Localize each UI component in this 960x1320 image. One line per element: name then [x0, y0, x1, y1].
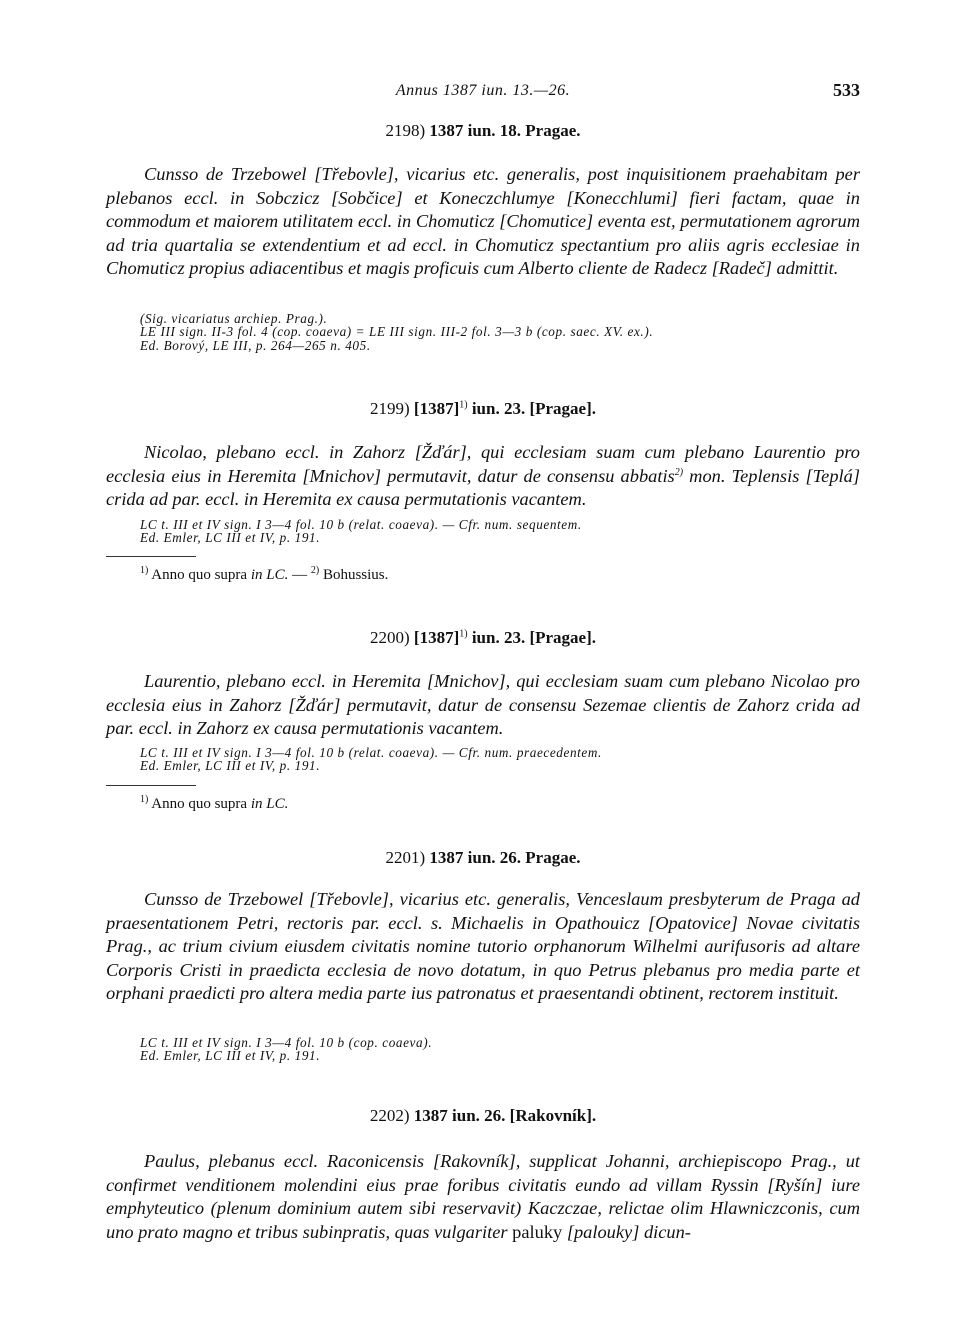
body-text: , plebano eccl. in Zahorz [Žďár], qui ecclesiam suam cum plebano Laurentio pro ecclesia eius in Heremita [Mnichov] permutavit, datur de consensu abbatis: [106, 442, 860, 486]
footnote-ref: 2): [674, 466, 684, 478]
source-notes-2201: [140, 1036, 860, 1063]
footnote-2200: [140, 796, 288, 813]
body-text: , plebanus eccl. Raconicensis [Rakovník], supplicat Johanni, archiepiscopo Prag., ut confirmet venditionem molendini eius prae foribus civitatis eundo ad villam Ryssin [Ryšín] iure emphyteutico (plenum dominium autem sibi reservavit) Kaczczae, relictae olim Hlawniczconis, cum uno prato magno et tribus subinpratis, quas vulgariter: [106, 1151, 860, 1242]
source-note: Ed. Emler, LC III et IV, p. 191.: [140, 758, 321, 774]
entry-date-place: iun. 23. [Pragae].: [467, 628, 597, 647]
footnote-marker: 1): [140, 794, 149, 805]
entry-heading-2200: [106, 628, 860, 648]
body-text-tail: mon. Teplensis [Teplá] crida ad par. eccl. in Heremita ex causa permutationis vacantem.: [106, 465, 860, 510]
source-notes-2200: [140, 746, 860, 773]
entry-date-place: 1387 iun. 26. [Rakovník].: [413, 1106, 597, 1125]
source-note: Ed. Emler, LC III et IV, p. 191.: [140, 530, 321, 546]
footnote-dash: —: [288, 567, 311, 583]
entry-number: 2198): [385, 121, 426, 140]
entry-body-2202: [106, 1150, 860, 1244]
body-text-tail: [palouky] dicun-: [562, 1221, 691, 1242]
entry-body-2199: [106, 441, 860, 512]
running-title: Annus 1387 iun. 13.—26.: [395, 82, 571, 99]
body-text: , plebano eccl. in Heremita [Mnichov], qui ecclesiam suam cum plebano Nicolao pro ecclesia eius in Zahorz [Žďár] permutavit, datur de consensu Sezemae clientis de Zahorz crida ad par. eccl. in Zahorz ex causa permutationis vacantem.: [106, 671, 860, 739]
source-notes-2198: [140, 312, 860, 352]
footnote-italic: in LC.: [250, 567, 289, 583]
body-roman-word: paluky: [512, 1221, 563, 1242]
footnote-marker: 1): [140, 565, 149, 576]
entry-body-2198: [106, 163, 860, 281]
entry-date-place: iun. 23. [Pragae].: [467, 399, 597, 418]
entry-heading-2199: [106, 399, 860, 419]
entry-body-2201: [106, 888, 860, 1006]
entry-year: [1387]: [413, 628, 460, 647]
running-head: [106, 80, 860, 104]
body-lead: Nicolao: [144, 442, 203, 462]
body-lead: Cunsso: [144, 889, 199, 909]
entry-number: 2201): [385, 848, 426, 867]
source-note: (Sig. vicariatus archiep. Prag.).: [140, 311, 328, 326]
entry-year: [1387]: [413, 399, 460, 418]
footnote-marker: 2): [310, 565, 320, 576]
source-notes-2199: [140, 518, 860, 545]
source-note: Ed. Emler, LC III et IV, p. 191.: [140, 1048, 321, 1064]
footnote-ref: 1): [459, 399, 468, 411]
body-text: de Trzebowel [Třebovle], vicarius etc. generalis, Venceslaum presbyterum de Praga ad praesentationem Petri, rectoris par. eccl. s. Michaelis in Opathouicz [Opatovice] Novae civitatis Prag., ac trium civium eiusdem civitatis nomine tutorio orphanorum Wilhelmi aurifusoris ad altare Corporis Cristi in praedicta ecclesia de novo dotatum, in quo Petrus plebanus pro media parte et orphani praedicti pro altera media parte ius patronatus et praesentandi obtinent, rectorem instituit.: [106, 889, 860, 1004]
source-note: LC t. III et IV sign. I 3—4 fol. 10 b (cop. coaeva).: [140, 1035, 433, 1050]
footnote-rule: [106, 556, 196, 557]
footnote-2199: [140, 567, 388, 584]
source-note: LC t. III et IV sign. I 3—4 fol. 10 b (relat. coaeva). — Cfr. num. sequentem.: [140, 517, 582, 532]
entry-number: 2202): [369, 1106, 410, 1125]
entry-date-place: 1387 iun. 18. Pragae.: [429, 121, 581, 140]
body-lead: Cunsso: [144, 164, 199, 184]
footnote-text: Anno quo supra: [148, 567, 251, 583]
body-lead: Paulus: [144, 1151, 196, 1171]
source-note: LE III sign. II-3 fol. 4 (cop. coaeva) = LE III sign. III-2 fol. 3—3 b (cop. saec. XV. ex.).: [140, 324, 654, 340]
entry-body-2200: [106, 670, 860, 741]
footnote-text: Bohussius.: [319, 567, 389, 583]
footnote-ref: 1): [459, 628, 468, 640]
entry-heading-2202: [106, 1106, 860, 1126]
page-number: 533: [833, 80, 860, 100]
entry-number: 2199): [369, 399, 410, 418]
body-lead: Laurentio: [144, 671, 216, 691]
source-note: LC t. III et IV sign. I 3—4 fol. 10 b (relat. coaeva). — Cfr. num. praecedentem.: [140, 745, 602, 760]
source-note: Ed. Borový, LE III, p. 264—265 n. 405.: [140, 337, 371, 353]
footnote-rule: [106, 785, 196, 786]
entry-heading-2198: [106, 121, 860, 141]
footnote-italic: in LC.: [250, 796, 289, 812]
body-text: de Trzebowel [Třebovle], vicarius etc. generalis, post inquisitionem praehabitam per plebanos eccl. in Sobczicz [Sobčice] et Koneczchlumye [Konecchlumi] fieri factam, quae in commodum et maiorem utilitatem eccl. in Chomuticz [Chomutice] eventa est, permutationem agrorum ad tria quartalia se extendentium et ad eccl. in Chomuticz spectantium pro aliis agris ecclesiae in Chomuticz propius adiacentibus et magis proficuis cum Alberto cliente de Radecz [Radeč] admittit.: [106, 164, 860, 279]
entry-heading-2201: [106, 848, 860, 868]
footnote-text: Anno quo supra: [148, 796, 251, 812]
entry-date-place: 1387 iun. 26. Pragae.: [429, 848, 581, 867]
entry-number: 2200): [369, 628, 410, 647]
